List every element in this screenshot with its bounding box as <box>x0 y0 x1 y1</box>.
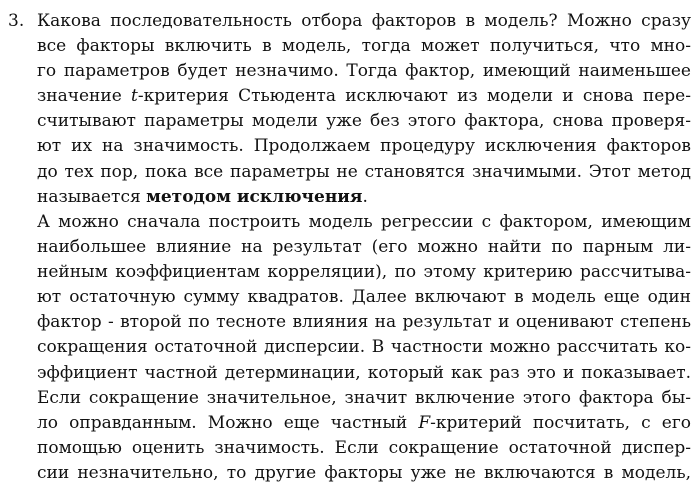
list-item-number: 3. <box>8 11 25 31</box>
text-line: сии незначительно, то другие факторы уже не включаются в модель, <box>37 462 691 483</box>
text-line: ло оправданным. Можно еще частный F-критерий посчитать, с его <box>37 412 691 433</box>
paragraph-factor-selection <box>37 9 691 210</box>
text-line: Какова последовательность отбора факторов в модель? Можно сразу <box>37 11 691 31</box>
text-line: ют остаточную сумму квадратов. Далее включают в модель еще один <box>37 287 691 308</box>
text-line: го параметров будет незначимо. Тогда фактор, имеющий наименьшее <box>37 61 691 82</box>
text-line: наибольшее влияние на результат (его можно найти по парным ли- <box>37 237 691 258</box>
paragraph-forward-inclusion <box>37 210 691 486</box>
text-line: значение t-критерия Стьюдента исключают из модели и снова пере- <box>37 86 691 107</box>
text-line: сокращения остаточной дисперсии. В частности можно рассчитать ко- <box>37 337 691 358</box>
text-line: все факторы включить в модель, тогда может получиться, что мно- <box>37 36 691 57</box>
text-line: эффициент частной детерминации, который как раз это и показывает. <box>37 362 691 383</box>
text-line: ют их на значимость. Продолжаем процедуру исключения факторов <box>37 136 691 157</box>
text-line: считывают параметры модели уже без этого фактора, снова проверя- <box>37 111 691 132</box>
math-variable-t: t <box>131 86 138 107</box>
bold-term-elimination-method: методом исключения <box>146 186 363 207</box>
math-variable-f: F <box>418 412 431 433</box>
text-line: помощью оценить значимость. Если сокращение остаточной диспер- <box>37 437 691 458</box>
text-line: называется методом исключения. <box>37 186 368 207</box>
text-line: фактор - второй по тесноте влияния на результат и оценивают степень <box>37 312 691 333</box>
text-line: Если сокращение значительное, значит включение этого фактора бы- <box>37 387 691 408</box>
text-line: А можно сначала построить модель регрессии с фактором, имеющим <box>37 212 691 232</box>
text-line: нейным коэффициентам корреляции), по этому критерию рассчитыва- <box>37 262 691 283</box>
text-line: до тех пор, пока все параметры не становятся значимыми. Этот метод <box>37 161 691 182</box>
